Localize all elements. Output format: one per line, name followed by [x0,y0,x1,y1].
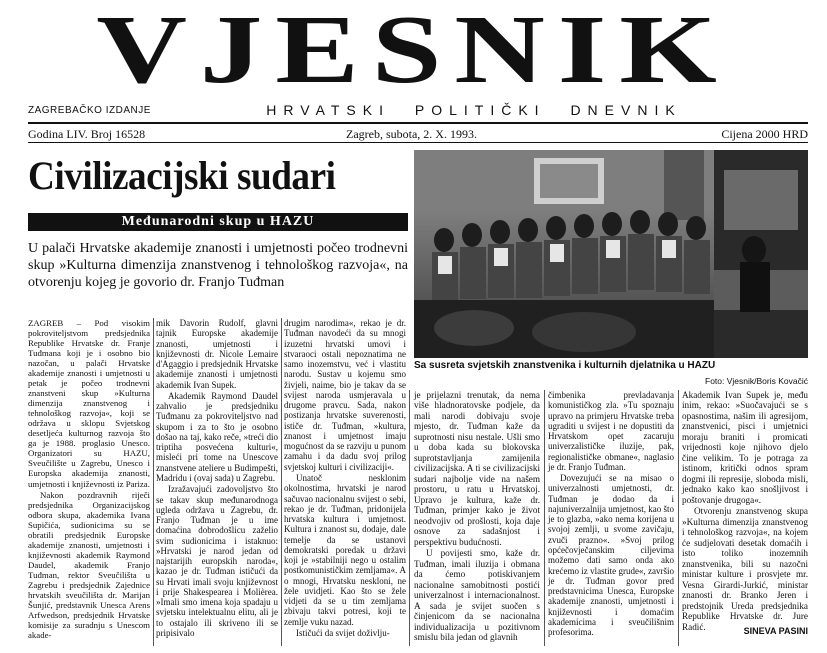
column-divider [153,318,154,646]
issue-date: Zagreb, subota, 2. X. 1993. [346,127,477,141]
masthead-rule-bottom [28,142,808,143]
paragraph: Akademik Raymond Daudel zahvalio je predsjedniku Tuđmanu za pokroviteljstvo nad skupom i za to što je osobno došao na taj, kako reče, »treći dio triptiha posvećena kulturi«, misleći pri tome na Unescove znanstvene ateliere u Budimpešti, Madridu i (ovaj sada) u Zagrebu. [156,390,278,483]
paragraph: Dovezujući se na misao o univerzalnosti umjetnosti, dr. Tuđman je dodao da i najuniverzalnija umjetnost, kao što je to glazba, »ako nema korijena u svojoj zemlji, u svome zavičaju, zvuči prazno«. »Svoj prilog općečovječanskim ciljevima možemo dati samo onda ako krećemo iz vlastite grude«, završio je dr. Tuđman govor pred predstavnicima Unesca, Europske akademije znanosti, umjetnosti i književnosti i domaćim akademicima i sveučilišnim profesorima. [548,473,674,638]
paragraph: je prijelazni trenutak, da nema više hladnoratovske podjele, da mali narodi dobivaju svoje mjesto, dr. Tuđman kaže da suprotnosti nisu nestale. Ušli smo u doba kada su blokovska suprotstavljanja zamijenila civilizacijska. A ti se civilizacijski sudari najbolje vide na našem prostoru, u ratu u Hrvatskoj. Upravo je kultura, kaže dr. Tuđman, primjer kako je život neodvojiv od prošlosti, koja daje osnove za sadašnjost i perspektivu budućnosti. [414,390,540,547]
article-column-3 [284,318,406,638]
article-column-1 [28,318,150,640]
paragraph: Izražavajući zadovoljstvo što se takav skup međunarodnoga ugleda održava u Zagrebu, dr. Franjo Tuđman je u ime domaćina dobrodošlicu zaželio svim sudionicima i istaknuo: »Hrvatski je narod jedan od najstarijih europskih naroda«, kazao je dr. Tuđman ističući da su Hrvati imali svoju književnost i prije Shakespearea i Molièrea. »Imali smo imena koja spadaju u svjetsku intelektualnu elitu, ali je to ostajalo ili skriveno ili se pripisivalo [156,484,278,638]
issue-price: Cijena 2000 HRD [721,127,808,141]
article-lead: U palači Hrvatske akademije znanosti i umjetnosti počeo trodnevni skup »Kulturna dimenzija znanstvenog i tehnološkog razvoja«, na otvorenju kojeg je govorio dr. Franjo Tuđman [28,241,408,290]
paragraph: ZAGREB – Pod visokim pokroviteljstvom predsjednika Republike Hrvatske dr. Franje Tuđmana koji je i osobno bio nazočan, u palači Hrvatske akademije znanosti i umjetnosti u petak je počeo trodnevni znanstveni skup »Kulturna dimenzija znanstvenog i tehnološkog razvoja«, koji se održava u sklopu Svjetskog desetljeća kulturnog razvoja što ga je 1988. proglasio Unesco. Organizatori su HAZU, Sveučilište u Zagrebu, Unesco i Europska akademija znanosti, umjetnosti i književnosti iz Pariza. [28,318,150,489]
article-byline: SINEVA PASINI [743,626,808,636]
paragraph: mik Davorin Rudolf, glavni tajnik Europske akademije znanosti, umjetnosti i književnosti dr. Nicole Lemaire d'Agaggio i predsjednik Hrvatske akademije znanosti i umjetnosti akademik Ivan Supek. [156,318,278,390]
article-kicker: Međunarodni skup u HAZU [28,213,408,231]
paragraph: Akademik Ivan Supek je, među inim, rekao: »Suočavajući se s opasnostima, našim ili agresijom, znanstvenici, pisci i umjetnici moraju braniti i promicati vrijednosti koje njihovo djelo čine velikim. To je potraga za istinom, kritički odnos spram dogmi ili represije, sloboda misli, jednako kako kao snošljivost i poštovanje drugoga«. [682,390,808,505]
article-headline: Civilizacijski sudari [28,153,336,198]
column-divider [678,390,679,646]
paragraph: Nakon pozdravnih riječi predsjednika Organizacijskog odbora skupa, akademika Ivana Supičića, sudionicima su se obratili predsjednik Europske akademije znanosti, umjetnosti i književnosti akademik Raymond Daudel, akademik Franjo Tuđman, rektor Sveučilišta u Zagrebu i predsjednik Zajednice hrvatskih sveučilišta dr. Marijan Šunjić, predstavnik Unesca Arens Arfwedson, predsjednik Hrvatske komisije za suradnju s Unescom akade- [28,489,150,640]
issue-volume: Godina LIV. Broj 16528 [28,127,146,141]
paragraph: Unatoč nesklonim okolnostima, hrvatski je narod sačuvao nacionalnu svijest o sebi, rekao je dr. Tuđman, pridonijela hrvatska kultura i umjetnost. Kultura i znanost su, dodaje, dale temelje da se ustanovi demokratski poredak u državi koji je »stabilniji nego u ostalim postkomunističkim zemljama«. A o mnogi, Hrvatsku neskloni, ne žele uvidjeti. Kao što se žele vidjeti da se u tim zemljama zbivaju takvi potresi, koji te zemlje vuku nazad. [284,472,406,627]
paragraph: Otvorenju znanstvenog skupa »Kulturna dimenzija znanstvenog i tehnološkog razvoja«, na kojem će sudjelovati desetak domaćih i isto toliko inozemnih znanstvenika, bili su nazočni ministar kulture i prosvjete mr. Vesna Girardi-Jurkić, ministar znanosti dr. Branko Jeren i predstojnik Ureda predsjednika Republike Hrvatske dr. Jure Radić. [682,506,808,632]
article-column-4 [414,390,540,643]
paragraph: Ističući da svijet doživlju- [296,627,390,638]
paragraph: U povijesti smo, kaže dr. Tuđman, imali iluzija i obmana da ćemo potiskivanjem nacionalne samobitnosti postići univerzalnost i internacionalnost. A sada je svijet suočen s činjenicom da se nacionalna individualizacija u pozitivnom smislu bila jedan od glavnih [414,548,540,643]
paragraph: drugim narodima«, rekao je dr. Tuđman navodeći da su mnogi izuzetni hrvatski umovi i stvaraoci ostali nepoznatima ne samo inozemstvu, već i vlastitu narodu. Sustav u kojemu smo živjeli, naime, bio je takav da se svijest naroda usmjeravala u drugome pravcu. Sada, nakon postizanja hrvatske suverenosti, ističe dr. Tuđman, »kultura, znanost i umjetnost imaju mogućnost da se razviju u punom zamahu i da dadu svoj prilog svjetskoj kulturi i civilizaciji«. [284,318,406,472]
column-divider [281,318,282,646]
photo-caption: Sa susreta svjetskih znanstvenika i kulturnih djelatnika u HAZU [414,360,716,371]
issue-line [28,124,808,142]
masthead-subtitle: HRVATSKI POLITIČKI DNEVNIK [266,102,682,118]
column-divider [544,390,545,646]
edition-label: ZAGREBAČKO IZDANJE [28,105,151,116]
article-column-6 [682,390,808,632]
paragraph: čimbenika prevladavanja komunističkog zla. »Tu spoznaju upravo na primjeru Hrvatske treba ugraditi u svijest i ne dopustiti da Hrvatskom opet zacaruju univerzalističke iluzije, pak, regionalističke obmane«, naglasio je dr. Franjo Tuđman. [548,390,674,472]
article-column-5 [548,390,674,637]
conference-photo [414,150,808,358]
article-column-2 [156,318,278,638]
photo-credit: Foto: Vjesnik/Boris Kovačić [705,376,808,386]
masthead-title: VJESNIK [96,0,730,104]
column-divider [409,390,410,646]
